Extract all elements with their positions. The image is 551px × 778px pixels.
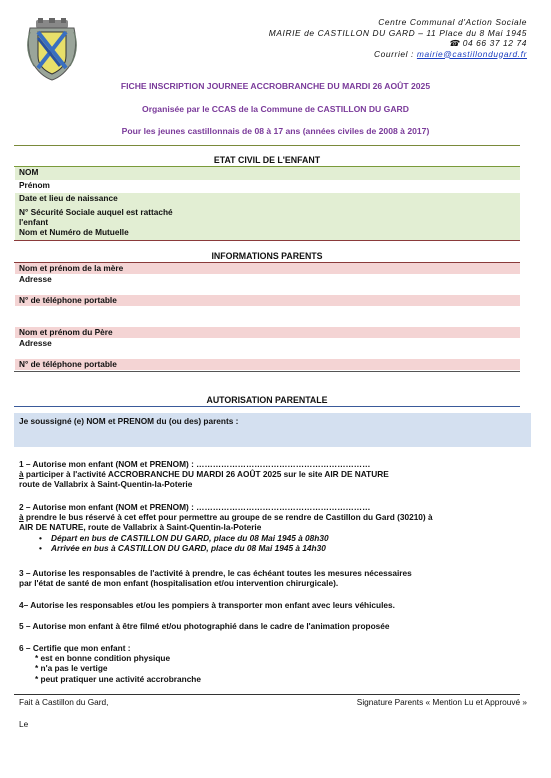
email-link[interactable]: mairie@castillondugard.fr: [416, 48, 527, 59]
age-subtitle: Pour les jeunes castillonnais de 08 à 17 ans (années civiles de 2008 à 2017): [121, 126, 430, 136]
header-mairie: MAIRIE de CASTILLON DU GARD – 11 Place du 8 Mai 1945: [268, 27, 527, 38]
autorisation-3: [19, 568, 519, 588]
a6-line1: 6 – Certifie que mon enfant :: [19, 643, 131, 653]
form-title: FICHE INSCRIPTION JOURNEE ACCROBRANCHE DU MARDI 26 AOÛT 2025: [120, 81, 431, 91]
a2-line1: 2 – Autorise mon enfant (NOM et PRENOM) : ………………………………………………………: [19, 502, 371, 512]
field-prenom[interactable]: Prénom: [19, 180, 50, 190]
field-securite-sociale[interactable]: [15, 207, 520, 227]
a1-line2: participer à l'activité ACCROBRANCHE DU MARDI 26 AOÛT 2025 sur le site AIR DE NATURE: [23, 469, 389, 480]
a2-arrivee: • Arrivée en bus à CASTILLON DU GARD, place du 08 Mai 1945 à 14h30: [19, 543, 519, 553]
a1-a: à: [19, 469, 24, 480]
etat-civil-heading: ETAT CIVIL DE L'ENFANT: [213, 155, 321, 165]
field-secu-label: N° Sécurité Sociale auquel est rattaché: [19, 207, 173, 217]
field-mere-telephone[interactable]: N° de téléphone portable: [15, 295, 520, 306]
divider: [14, 371, 520, 372]
divider: [14, 240, 520, 241]
divider: [14, 406, 520, 407]
autorisation-1: [19, 459, 499, 490]
field-secu-label-2: l'enfant: [19, 217, 49, 227]
a3-line1: 3 – Autorise les responsables de l'activité à prendre, le cas échéant toutes les mesures nécessaires: [19, 568, 412, 578]
header-block: [269, 17, 527, 59]
fait-a: Fait à Castillon du Gard,: [19, 697, 109, 707]
field-nom[interactable]: NOM: [15, 167, 520, 180]
field-mutuelle[interactable]: Nom et Numéro de Mutuelle: [15, 227, 520, 240]
autorisation-5: 5 – Autorise mon enfant à être filmé et/ou photographié dans le cadre de l'animation proposée: [19, 621, 390, 631]
castillon-crest-logo: [26, 18, 78, 82]
field-pere-telephone[interactable]: N° de téléphone portable: [15, 359, 520, 370]
a1-line1: 1 – Autorise mon enfant (NOM et PRENOM) : ………………………………………………………: [19, 459, 371, 469]
a2-depart: • Départ en bus de CASTILLON DU GARD, place du 08 Mai 1945 à 08h30: [19, 533, 519, 543]
divider: [14, 694, 520, 695]
field-naissance[interactable]: Date et lieu de naissance: [15, 193, 520, 207]
a3-line2: par l'état de santé de mon enfant (hospitalisation et/ou intervention chirurgicale).: [19, 578, 339, 589]
field-pere-nom[interactable]: Nom et prénom du Père: [15, 327, 520, 338]
organizer-subtitle: Organisée par le CCAS de la Commune de CASTILLON DU GARD: [142, 104, 409, 114]
date-le: Le: [19, 719, 29, 729]
divider: [14, 145, 520, 146]
courriel-label: Courriel :: [374, 48, 417, 59]
a2-a: à: [19, 512, 24, 523]
soussigne-field[interactable]: [14, 413, 531, 447]
field-mere-adresse[interactable]: Adresse: [19, 274, 52, 284]
signature-parents: Signature Parents « Mention Lu et Approuvé »: [356, 697, 527, 707]
a2-line3: AIR DE NATURE, route de Vallabrix à Saint-Quentin-la-Poterie: [19, 522, 262, 533]
a6-item-vertige: * n'a pas le vertige: [35, 663, 108, 674]
field-pere-adresse[interactable]: Adresse: [19, 338, 52, 348]
a2-line2: prendre le bus réservé à cet effet pour permettre au groupe de se rendre de Castillon du Gard (30210) à: [23, 512, 433, 523]
a1-line3: route de Vallabrix à Saint-Quentin-la-Poterie: [19, 479, 193, 490]
parents-heading: INFORMATIONS PARENTS: [211, 251, 323, 261]
header-ccas: Centre Communal d'Action Sociale: [378, 17, 527, 27]
autorisation-4: 4– Autorise les responsables et/ou les pompiers à transporter mon enfant avec leurs véhicules.: [19, 600, 395, 610]
autorisation-2: [19, 502, 519, 553]
autorisation-heading: AUTORISATION PARENTALE: [206, 395, 328, 405]
field-mere-nom[interactable]: Nom et prénom de la mère: [15, 263, 520, 274]
a6-item-physique: * est en bonne condition physique: [35, 653, 171, 664]
a6-item-accrobranche: * peut pratiquer une activité accrobranche: [35, 673, 201, 684]
autorisation-6: [19, 643, 499, 684]
header-phone: ☎ 04 66 37 12 74: [448, 38, 527, 48]
soussigne-label: Je soussigné (e) NOM et PRENOM du (ou des) parents :: [19, 416, 239, 426]
header-courriel: [269, 49, 527, 60]
